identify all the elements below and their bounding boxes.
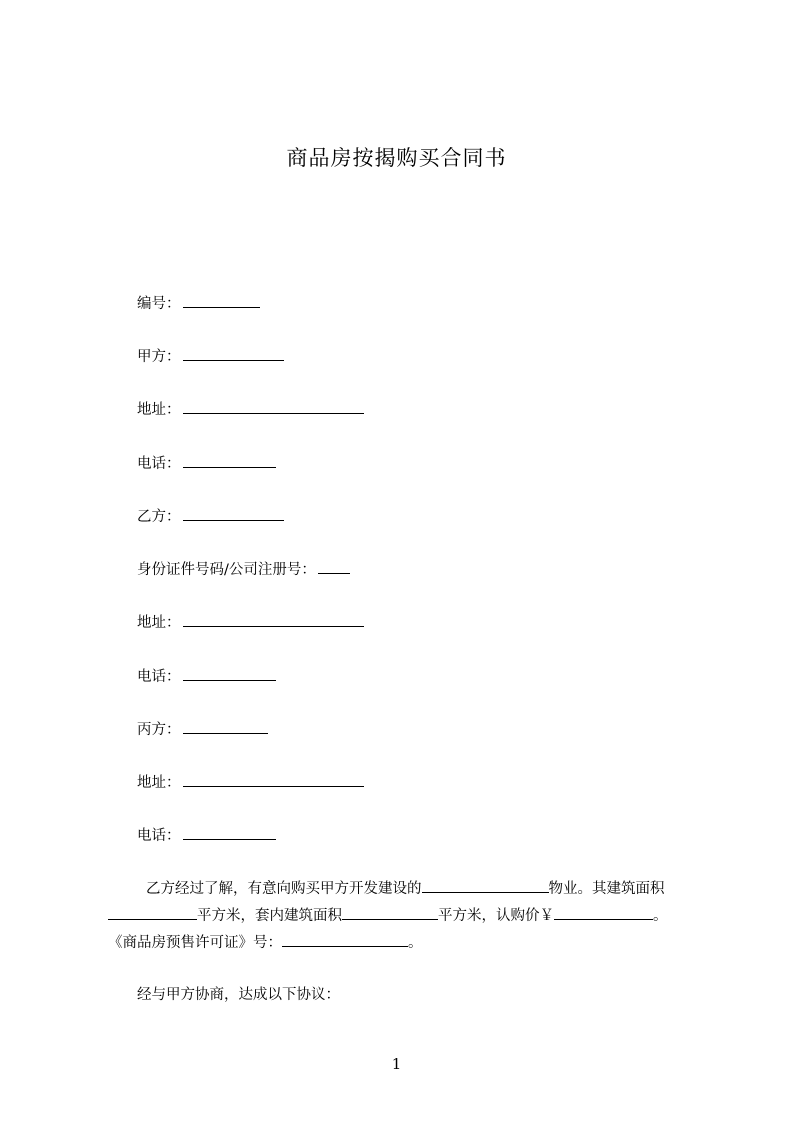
contract-number-blank bbox=[183, 292, 260, 308]
party-c-phone-field bbox=[137, 824, 276, 846]
party-b-id-field bbox=[137, 558, 350, 580]
party-b-blank bbox=[183, 505, 284, 521]
intent-text-1: 乙方经过了解，有意向购买甲方开发建设的 bbox=[146, 881, 422, 897]
field-label: 身份证件号码/公司注册号： bbox=[137, 562, 316, 578]
field-label: 地址： bbox=[137, 775, 181, 791]
price-blank bbox=[554, 904, 653, 920]
agreement-paragraph: 经与甲方协商，达成以下协议： bbox=[137, 987, 340, 1003]
party-c-address-blank bbox=[183, 771, 364, 787]
document-title: 商品房按揭购买合同书 bbox=[286, 146, 507, 170]
intent-text-5: 。 bbox=[653, 908, 668, 924]
party-b-field bbox=[137, 505, 284, 527]
presale-permit-blank bbox=[282, 931, 408, 947]
field-label: 电话： bbox=[137, 669, 181, 685]
field-label: 电话： bbox=[137, 828, 181, 844]
party-b-id-blank bbox=[318, 558, 350, 574]
building-area-blank bbox=[108, 904, 197, 920]
intent-paragraph-line-2 bbox=[108, 904, 668, 926]
party-a-phone-blank bbox=[183, 452, 276, 468]
party-c-blank bbox=[183, 718, 268, 734]
party-b-address-field bbox=[137, 611, 364, 633]
intent-paragraph-line-1 bbox=[146, 877, 665, 899]
field-label: 编号： bbox=[137, 296, 181, 312]
intent-paragraph-line-3 bbox=[108, 931, 423, 953]
intent-text-3: 平方米，套内建筑面积 bbox=[197, 908, 342, 924]
party-b-phone-field bbox=[137, 665, 276, 687]
intent-text-6: 《商品房预售许可证》号： bbox=[108, 935, 282, 951]
intent-text-2: 物业。其建筑面积 bbox=[548, 881, 665, 897]
party-a-field bbox=[137, 345, 284, 367]
intent-text-7: 。 bbox=[408, 935, 423, 951]
party-a-address-field bbox=[137, 398, 364, 420]
party-a-blank bbox=[183, 345, 284, 361]
contract-number-field bbox=[137, 292, 260, 314]
field-label: 地址： bbox=[137, 402, 181, 418]
property-name-blank bbox=[422, 877, 549, 893]
field-label: 丙方： bbox=[137, 722, 181, 738]
party-b-phone-blank bbox=[183, 665, 276, 681]
page-number: 1 bbox=[391, 1055, 402, 1073]
party-c-field bbox=[137, 718, 268, 740]
inner-area-blank bbox=[342, 904, 438, 920]
party-a-address-blank bbox=[183, 398, 364, 414]
party-a-phone-field bbox=[137, 452, 276, 474]
field-label: 乙方： bbox=[137, 509, 181, 525]
party-c-address-field bbox=[137, 771, 364, 793]
field-label: 电话： bbox=[137, 456, 181, 472]
intent-text-4: 平方米，认购价￥ bbox=[438, 908, 554, 924]
party-c-phone-blank bbox=[183, 824, 276, 840]
field-label: 地址： bbox=[137, 615, 181, 631]
party-b-address-blank bbox=[183, 611, 364, 627]
field-label: 甲方： bbox=[137, 349, 181, 365]
